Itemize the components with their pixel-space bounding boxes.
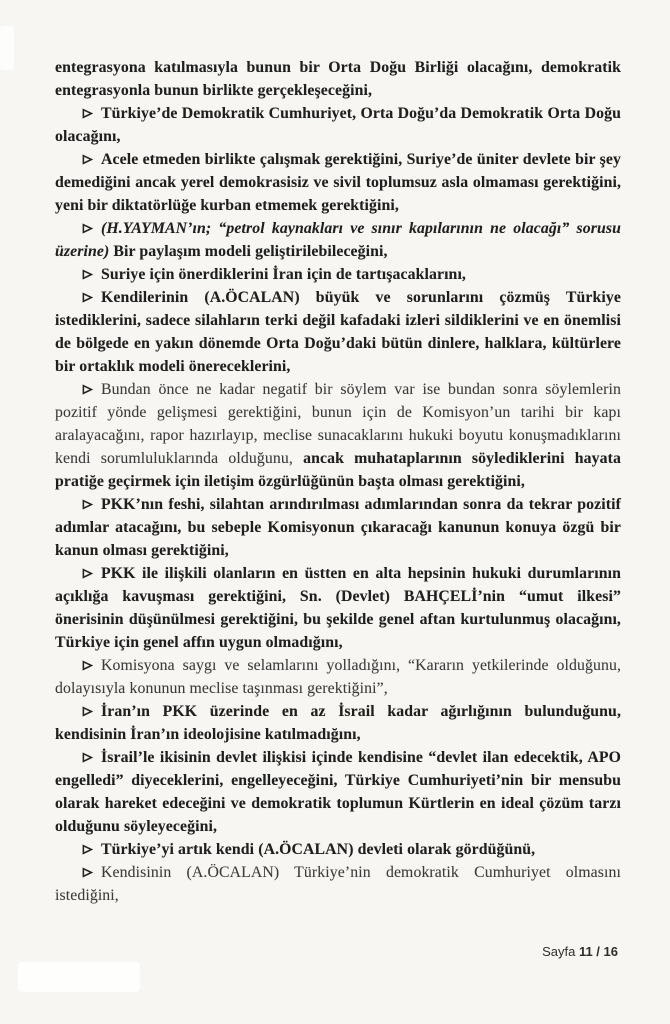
- bullet-paragraph: [55, 861, 621, 907]
- text-segment: İran’ın PKK üzerinde en az İsrail kadar ağırlığının bulunduğunu, kendisinin İran’ın ideolojisine katılmadığını,: [55, 703, 621, 743]
- arrow-bullet-icon: [82, 217, 93, 240]
- text-segment: entegrasyona katılmasıyla bunun bir Orta Doğu Birliği olacağını, demokratik entegrasyonla bunun birlikte gerçekleşeceğini,: [55, 59, 621, 99]
- arrow-bullet-icon: [82, 286, 93, 309]
- text-segment: (H.YAYMAN’ın; “petrol kaynakları ve sınır kapılarının ne olacağı” sorusu üzerine): [55, 220, 621, 260]
- text-segment: Bundan önce ne kadar negatif bir söylem var ise bundan sonra söylemlerin pozitif yönde gelişmesi gerektiğini, bunun için de Komisyon’un tarihi bir kapı aralayacağını, rapor hazırlayıp, meclise sunacaklarını hukuki boyutu konuşmadıklarını kendi sorumluluklarında olduğunu,: [55, 381, 621, 467]
- text-segment: PKK ile ilişkili olanların en üstten en alta hepsinin hukuki durumlarının açıklığa kavuşması gerektiğini, Sn. (Devlet) BAHÇELİ’nin “umut ilkesi” önerisinin düşünülmesi gerektiğini, bu şekilde genel aftan kurtulunmuş olacağını, Türkiye için genel affın uygun olmadığını,: [55, 565, 621, 651]
- paragraph: [55, 56, 621, 102]
- arrow-bullet-icon: [82, 148, 93, 171]
- text-segment: Türkiye’de Demokratik Cumhuriyet, Orta Doğu’da Demokratik Orta Doğu olacağını,: [55, 105, 621, 145]
- arrow-bullet-icon: [82, 102, 93, 125]
- text-segment: PKK’nın feshi, silahtan arındırılması adımlarından sonra da tekrar pozitif adımlar atacağını, bu sebeple Komisyonun çıkaracağı kanunun konuya özgü bir kanun olması gerektiğini,: [55, 496, 621, 559]
- arrow-bullet-icon: [82, 562, 93, 585]
- text-segment: Kendisinin (A.ÖCALAN) Türkiye’nin demokratik Cumhuriyet olmasını istediğini,: [55, 864, 621, 904]
- text-segment: Kendilerinin (A.ÖCALAN) büyük ve sorunlarını çözmüş Türkiye istediklerini, sadece silahların terki değil kafadaki izleri sildiklerini ve en önemlisi de bölgede en yakın dönemde Orta Doğu’daki bütün dinlere, halklara, kültürlere bir ortaklık modeli önereceklerini,: [55, 289, 621, 375]
- document-body: [55, 56, 621, 907]
- text-segment: ancak muhataplarının söylediklerini hayata pratiğe geçirmek için iletişim özgürlüğünün başta olması gerektiğini,: [55, 450, 621, 490]
- bullet-paragraph: [55, 148, 621, 217]
- footer-page-number: 11 / 16: [578, 944, 618, 959]
- scan-artifact: [0, 26, 14, 70]
- bullet-paragraph: [55, 378, 621, 493]
- page-footer: [542, 944, 618, 959]
- arrow-bullet-icon: [82, 263, 93, 286]
- arrow-bullet-icon: [82, 493, 93, 516]
- bullet-paragraph: [55, 700, 621, 746]
- bullet-paragraph: [55, 562, 621, 654]
- bullet-paragraph: [55, 263, 621, 286]
- text-segment: Türkiye’yi artık kendi (A.ÖCALAN) devleti olarak gördüğünü,: [101, 841, 536, 858]
- text-segment: Bir paylaşım modeli geliştirilebileceğini,: [113, 243, 388, 260]
- bullet-paragraph: [55, 838, 621, 861]
- arrow-bullet-icon: [82, 746, 93, 769]
- bullet-paragraph: [55, 102, 621, 148]
- text-segment: Suriye için önerdiklerini İran için de tartışacaklarını,: [101, 266, 466, 283]
- arrow-bullet-icon: [82, 861, 93, 884]
- text-segment: Komisyona saygı ve selamlarını yolladığını, “Kararın yetkilerinde olduğunu, dolayısıyla konunun meclise taşınması gerektiğini”,: [55, 657, 621, 697]
- arrow-bullet-icon: [82, 838, 93, 861]
- bullet-paragraph: [55, 746, 621, 838]
- bullet-paragraph: [55, 286, 621, 378]
- footer-label: Sayfa: [542, 944, 579, 959]
- bullet-paragraph: [55, 654, 621, 700]
- bullet-paragraph: [55, 217, 621, 263]
- arrow-bullet-icon: [82, 378, 93, 401]
- scan-artifact: [18, 962, 140, 992]
- arrow-bullet-icon: [82, 654, 93, 677]
- text-segment: Acele etmeden birlikte çalışmak gerektiğini, Suriye’de üniter devlete bir şey demediğini ancak yerel demokrasisiz ve sivil toplumsuz asla olmaması gerektiğini, yeni bir diktatörlüğe kurban etmemek gerektiğini,: [55, 151, 621, 214]
- text-segment: İsrail’le ikisinin devlet ilişkisi içinde kendisine “devlet ilan edecektik, APO engelledi” diyeceklerini, engelleyeceğini, Türkiye Cumhuriyeti’nin bir mensubu olarak hareket edeceğini ve demokratik toplumun Kürtlerin en ideal çözüm tarzı olduğunu söyleyeceğini,: [55, 749, 621, 835]
- arrow-bullet-icon: [82, 700, 93, 723]
- bullet-paragraph: [55, 493, 621, 562]
